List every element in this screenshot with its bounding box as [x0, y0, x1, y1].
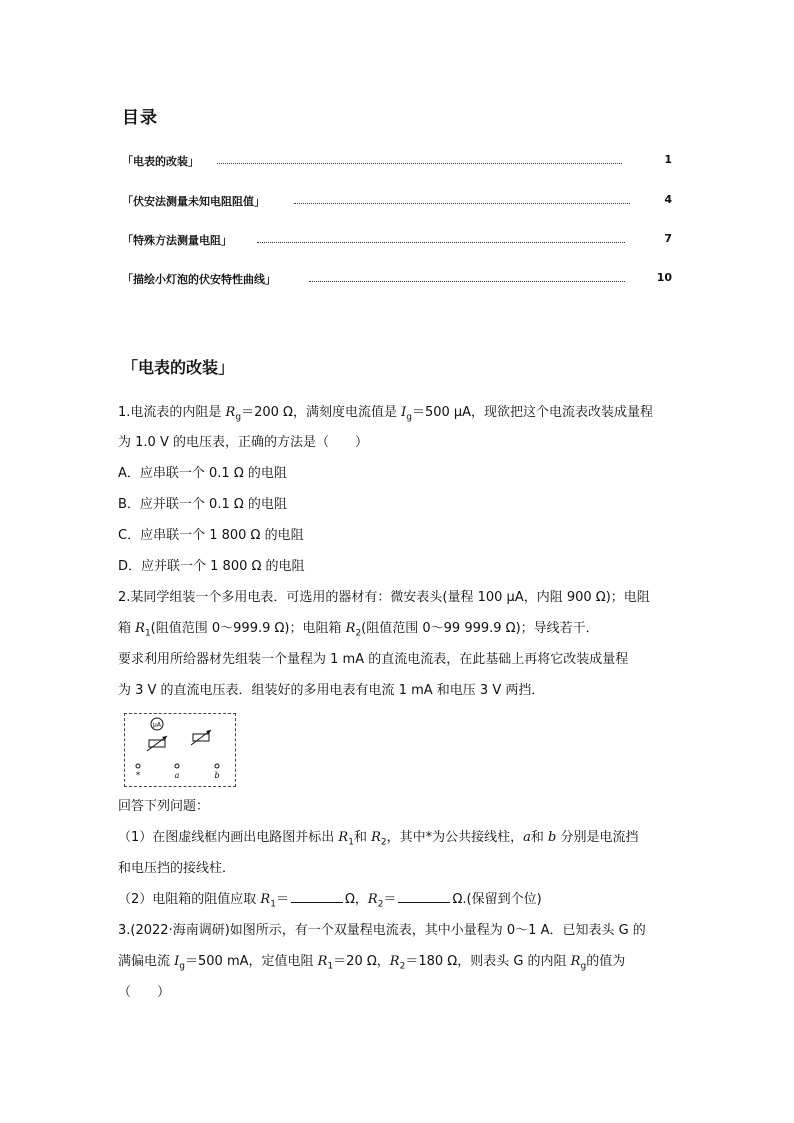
toc-entry[interactable] — [122, 193, 672, 209]
q2-line-4: 为 3 V 的直流电压表．组装好的多用电表有电流 1 mA 和电压 3 V 两挡． — [118, 683, 545, 698]
q2-line-1: 2.某同学组装一个多用电表．可选用的器材有：微安表头(量程 100 μA，内阻 900 Ω)；电阻 — [118, 590, 650, 605]
toc-entry-page: 1 — [664, 153, 672, 166]
microammeter-icon — [151, 718, 163, 730]
toc-leader-dots — [217, 163, 622, 164]
toc-entry-page: 10 — [656, 271, 672, 284]
q2-sub1-line-1: （1）在图虚线框内画出电路图并标出 $R_1$和 $R_2$，其中*为公共接线柱，a和 b 分别是电流挡 — [118, 830, 639, 848]
q3-line-1: 3.(2022·海南调研)如图所示，有一个双量程电流表，其中小量程为 0～1 A．已知表头 G 的 — [118, 923, 646, 938]
q2-line-2: 箱 $R_1$(阻值范围 0～999.9 Ω)；电阻箱 $R_2$(阻值范围 0～99 999.9 Ω)；导线若干． — [118, 621, 599, 639]
toc-entry[interactable] — [122, 271, 672, 287]
toc-leader-dots — [294, 203, 630, 204]
toc-leader-dots — [257, 242, 625, 243]
circuit-diagram — [125, 714, 235, 786]
toc-entry[interactable] — [122, 153, 672, 169]
terminal-a-icon — [175, 764, 179, 768]
q1-option-c[interactable]: C．应串联一个 1 800 Ω 的电阻 — [118, 528, 304, 543]
toc-entry-page: 7 — [664, 232, 672, 245]
toc-entry-label: 「伏安法测量未知电阻阻值」 — [122, 195, 265, 208]
q2-sub2: （2）电阻箱的阻值应取 $R_1= \Omega$，$R_2= \Omega$.(保留到个位) — [118, 892, 542, 910]
terminal-label-a: a — [174, 771, 180, 780]
toc-title: 目录 — [122, 108, 158, 128]
terminal-b-icon — [215, 764, 219, 768]
circuit-figure — [124, 713, 236, 787]
answer-blank-r2[interactable] — [398, 890, 450, 903]
terminal-label-common: * — [136, 771, 140, 780]
q1-option-d[interactable]: D．应并联一个 1 800 Ω 的电阻 — [118, 559, 305, 574]
q1-option-a[interactable]: A．应串联一个 0.1 Ω 的电阻 — [118, 466, 287, 481]
q1-option-b[interactable]: B．应并联一个 0.1 Ω 的电阻 — [118, 497, 287, 512]
toc-entry-label: 「电表的改装」 — [122, 155, 199, 168]
toc-leader-dots — [309, 281, 625, 282]
resistor-box-2-icon — [191, 730, 211, 745]
toc-entry-label: 「特殊方法测量电阻」 — [122, 234, 232, 247]
q3-line-3: （ ） — [118, 985, 171, 1000]
toc-entry[interactable] — [122, 232, 672, 248]
q1-line-1: 1.电流表的内阻是 $R_g=200$ Ω，满刻度电流值是 $I_g=500$ μA，现欲把这个电流表改装成量程 — [118, 405, 654, 423]
meter-label: μA — [153, 721, 161, 729]
terminal-label-b: b — [214, 771, 220, 780]
toc-entry-label: 「描绘小灯泡的伏安特性曲线」 — [122, 273, 276, 286]
q2-sub1-line-2: 和电压挡的接线柱． — [118, 861, 236, 876]
answer-blank-r1[interactable] — [291, 890, 343, 903]
resistor-box-1-icon — [147, 736, 167, 751]
toc-entry-page: 4 — [664, 193, 672, 206]
section-title: 「电表的改装」 — [122, 358, 235, 377]
q3-line-2: 满偏电流 $I_g=500$ mA，定值电阻 $R_1=20$ Ω，$R_2=180$ Ω，则表头 G 的内阻 $R_g$的值为 — [118, 954, 626, 972]
q2-answer-prompt: 回答下列问题： — [118, 799, 210, 814]
q2-line-3: 要求利用所给器材先组装一个量程为 1 mA 的直流电流表，在此基础上再将它改装成量程 — [118, 652, 629, 667]
terminal-common-icon — [136, 764, 140, 768]
q1-line-2: 为 1.0 V 的电压表，正确的方法是（ ） — [118, 435, 368, 450]
